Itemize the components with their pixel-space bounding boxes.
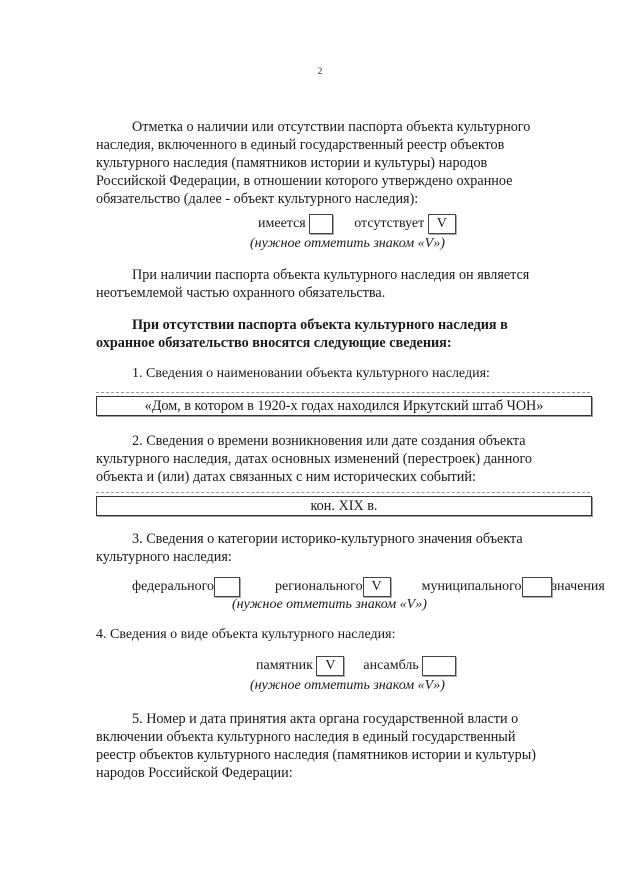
intro-line: Отметка о наличии или отсутствии паспорта объекта культурного (132, 119, 531, 135)
monument-label: памятник (256, 658, 313, 674)
section1-heading: 1. Сведения о наименовании объекта культурного наследия: (132, 366, 490, 381)
municipal-checkbox[interactable] (522, 577, 552, 597)
section2-value-field: кон. XIX в. (96, 496, 592, 516)
section2-line: культурного наследия, датах основных изменений (перестроек) данного (96, 451, 533, 467)
monument-checkbox[interactable]: V (316, 656, 344, 676)
significance-suffix: значения (551, 579, 605, 595)
section2-paragraph (96, 432, 576, 486)
page-number: 2 (317, 66, 323, 76)
section4-checkbox-row (256, 656, 456, 676)
intro-line: обязательство (далее - объект культурного наследия): (96, 191, 419, 207)
bold-line: При отсутствии паспорта объекта культурного наследия в (132, 317, 508, 333)
section5-paragraph (96, 710, 576, 782)
ensemble-checkbox[interactable] (422, 656, 456, 676)
bold-line: охранное обязательство вносятся следующие сведения: (96, 335, 452, 351)
passport-has-label: имеется (258, 216, 306, 232)
section5-line: 5. Номер и дата принятия акта органа государственной власти о (132, 711, 519, 727)
passport-absent-checkbox[interactable]: V (428, 214, 456, 234)
passport-line: неотъемлемой частью охранного обязательства. (96, 285, 386, 301)
section3-checkbox-row (132, 577, 605, 597)
municipal-label: муниципального (421, 579, 522, 595)
section2-line: 2. Сведения о времени возникновения или дате создания объекта (132, 433, 526, 449)
passport-note: (нужное отметить знаком «V») (250, 236, 445, 251)
passport-has-checkbox[interactable] (309, 214, 333, 234)
section5-line: реестр объектов культурного наследия (памятников истории и культуры) (96, 747, 537, 763)
section4-heading: 4. Сведения о виде объекта культурного наследия: (96, 627, 396, 642)
section3-line: 3. Сведения о категории историко-культурного значения объекта (132, 531, 523, 547)
section4-note: (нужное отметить знаком «V») (250, 678, 445, 693)
passport-absent-label: отсутствует (354, 216, 425, 232)
regional-label: регионального (275, 579, 363, 595)
passport-line: При наличии паспорта объекта культурного наследия он является (132, 267, 530, 283)
regional-checkbox[interactable]: V (363, 577, 391, 597)
federal-checkbox[interactable] (214, 577, 240, 597)
passport-paragraph (96, 266, 576, 302)
section1-value-field: «Дом, в котором в 1920-х годах находился Иркутский штаб ЧОН» (96, 396, 592, 416)
intro-line: культурного наследия (памятников истории и культуры) народов (96, 155, 488, 171)
passport-checkbox-row (258, 214, 456, 234)
section2-frame-top (96, 492, 590, 493)
intro-paragraph (96, 118, 576, 208)
intro-line: Российской Федерации, в отношении которого утверждено охранное (96, 173, 513, 189)
section3-paragraph (96, 530, 576, 566)
ensemble-label: ансамбль (363, 658, 419, 674)
federal-label: федерального (132, 579, 215, 595)
section1-frame-top (96, 392, 590, 393)
section2-line: объекта и (или) датах связанных с ним исторических событий: (96, 469, 476, 485)
section3-note: (нужное отметить знаком «V») (232, 597, 427, 612)
section3-line: культурного наследия: (96, 549, 232, 565)
intro-line: наследия, включенного в единый государственный реестр объектов (96, 137, 505, 153)
bold-paragraph (96, 316, 576, 352)
section5-line: включении объекта культурного наследия в единый государственный (96, 729, 516, 745)
section5-line: народов Российской Федерации: (96, 765, 293, 781)
